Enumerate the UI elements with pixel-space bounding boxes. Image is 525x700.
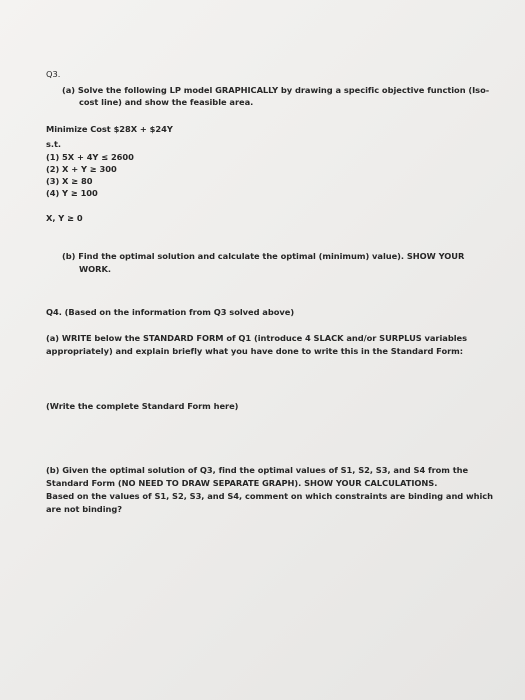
q3b-text-line2: WORK.: [79, 264, 111, 274]
q4b-text-line1: (b) Given the optimal solution of Q3, find the optimal values of S1, S2, S3, and S4 from the: [46, 465, 469, 475]
q4b-text-line3: Based on the values of S1, S2, S3, and S4, comment on which constraints are binding and which: [46, 491, 494, 501]
q4a-text-line2: appropriately) and explain briefly what you have done to write this in the Standard Form:: [46, 346, 464, 356]
q3a-text-line2: cost line) and show the feasible area.: [79, 97, 254, 107]
objective-function: Minimize Cost $28X + $24Y: [46, 124, 173, 134]
subject-to-label: s.t.: [46, 139, 62, 149]
nonnegativity-constraint: X, Y ≥ 0: [46, 213, 83, 223]
q4b-text-line2: Standard Form (NO NEED TO DRAW SEPARATE GRAPH). SHOW YOUR CALCULATIONS.: [46, 478, 438, 488]
constraint-4: (4) Y ≥ 100: [46, 188, 98, 198]
constraint-1: (1) 5X + 4Y ≤ 2600: [46, 152, 134, 162]
standard-form-note: (Write the complete Standard Form here): [46, 401, 239, 411]
q4-label: Q4. (Based on the information from Q3 solved above): [46, 307, 295, 317]
q3b-text-line1: (b) Find the optimal solution and calculate the optimal (minimum) value). SHOW YOUR: [62, 251, 465, 261]
q3a-text-line1: (a) Solve the following LP model GRAPHICALLY by drawing a specific objective function (Iso-: [62, 85, 490, 95]
constraint-2: (2) X + Y ≥ 300: [46, 164, 117, 174]
q4b-text-line4: are not binding?: [46, 504, 122, 514]
constraint-3: (3) X ≥ 80: [46, 176, 93, 186]
q3-label: Q3.: [46, 69, 61, 79]
q4a-text-line1: (a) WRITE below the STANDARD FORM of Q1 (introduce 4 SLACK and/or SURPLUS variables: [46, 333, 467, 343]
